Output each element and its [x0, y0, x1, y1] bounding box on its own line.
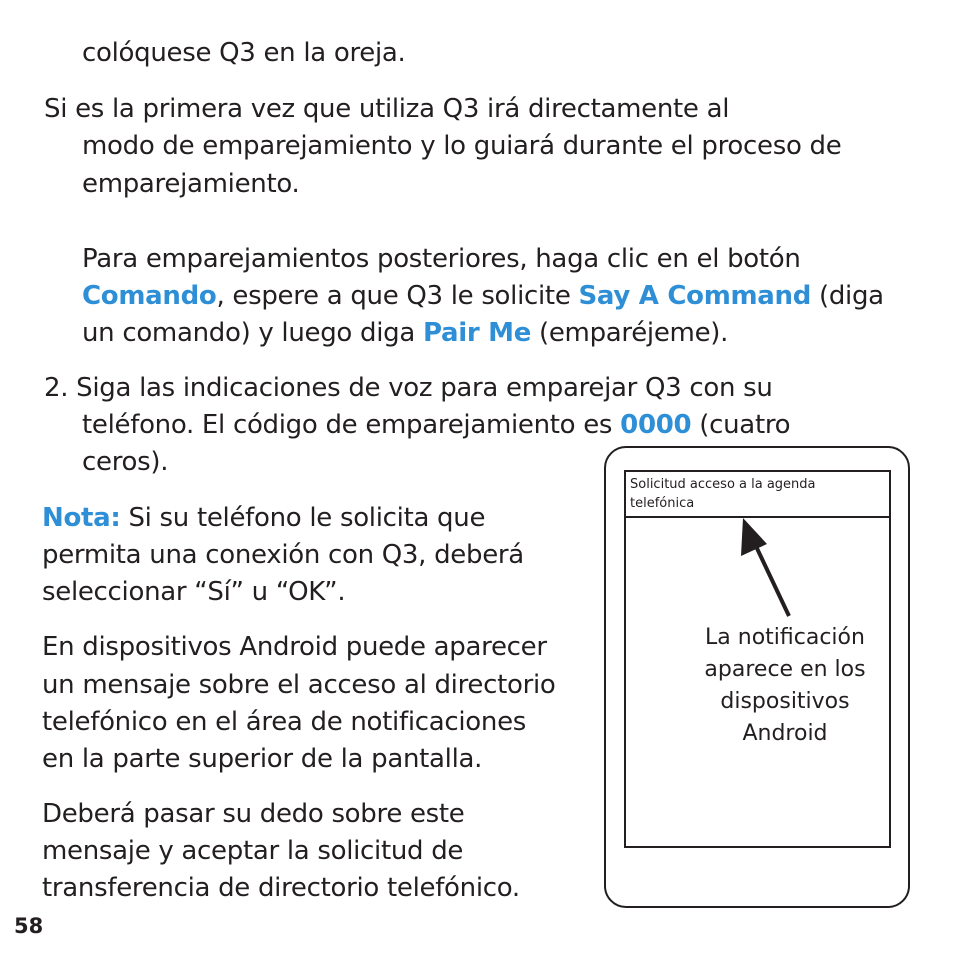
notification-text: telefónica — [630, 496, 695, 511]
paragraph-line — [82, 315, 728, 351]
pairing-code: 0000 — [620, 410, 692, 440]
note-line — [42, 500, 485, 536]
list-item: 2. Siga las indicaciones de voz para emparejar Q3 con su — [44, 373, 773, 403]
page-number: 58 — [14, 914, 44, 938]
paragraph-line: colóquese Q3 en la oreja. — [82, 38, 406, 68]
notification-text: Solicitud acceso a la agenda — [630, 477, 816, 492]
paragraph-line: telefónico en el área de notificaciones — [42, 707, 527, 737]
paragraph-line: un mensaje sobre el acceso al directorio — [42, 670, 556, 700]
text-span: (diga — [811, 281, 884, 311]
paragraph-line — [82, 278, 884, 314]
paragraph-line: en la parte superior de la pantalla. — [42, 744, 483, 774]
caption-line: La notificación — [705, 625, 865, 650]
note-label: Nota: — [42, 503, 121, 533]
text-span: teléfono. El código de emparejamiento es — [82, 410, 621, 440]
paragraph-line: Si es la primera vez que utiliza Q3 irá directamente al — [44, 94, 730, 124]
paragraph-line: transferencia de directorio telefónico. — [42, 873, 520, 903]
text-span: un comando) y luego diga — [82, 318, 423, 348]
paragraph-line: En dispositivos Android puede aparecer — [42, 632, 547, 662]
paragraph-line: emparejamiento. — [82, 169, 300, 199]
text-span: Si su teléfono le solicita que — [120, 503, 486, 533]
notification-bar — [626, 472, 889, 518]
paragraph-line: Para emparejamientos posteriores, haga clic en el botón — [82, 244, 801, 274]
pair-me-term: Pair Me — [422, 318, 532, 348]
note-line: permita una conexión con Q3, deberá — [42, 540, 524, 570]
text-span: (cuatro — [691, 410, 791, 440]
text-span: (emparéjeme). — [531, 318, 729, 348]
paragraph-line: mensaje y aceptar la solicitud de — [42, 836, 464, 866]
illustration-caption — [660, 622, 910, 750]
caption-line: aparece en los — [704, 657, 866, 682]
command-button-term: Comando — [82, 281, 217, 311]
caption-line: Android — [742, 721, 828, 746]
paragraph-line: ceros). — [82, 447, 169, 477]
caption-line: dispositivos — [720, 689, 850, 714]
say-a-command-term: Say A Command — [578, 281, 812, 311]
paragraph-line — [82, 407, 790, 443]
paragraph-line: modo de emparejamiento y lo guiará durante el proceso de — [82, 131, 842, 161]
note-line: seleccionar “Sí” u “OK”. — [42, 577, 346, 607]
paragraph-line: Deberá pasar su dedo sobre este — [42, 799, 465, 829]
text-span: , espere a que Q3 le solicite — [216, 281, 579, 311]
